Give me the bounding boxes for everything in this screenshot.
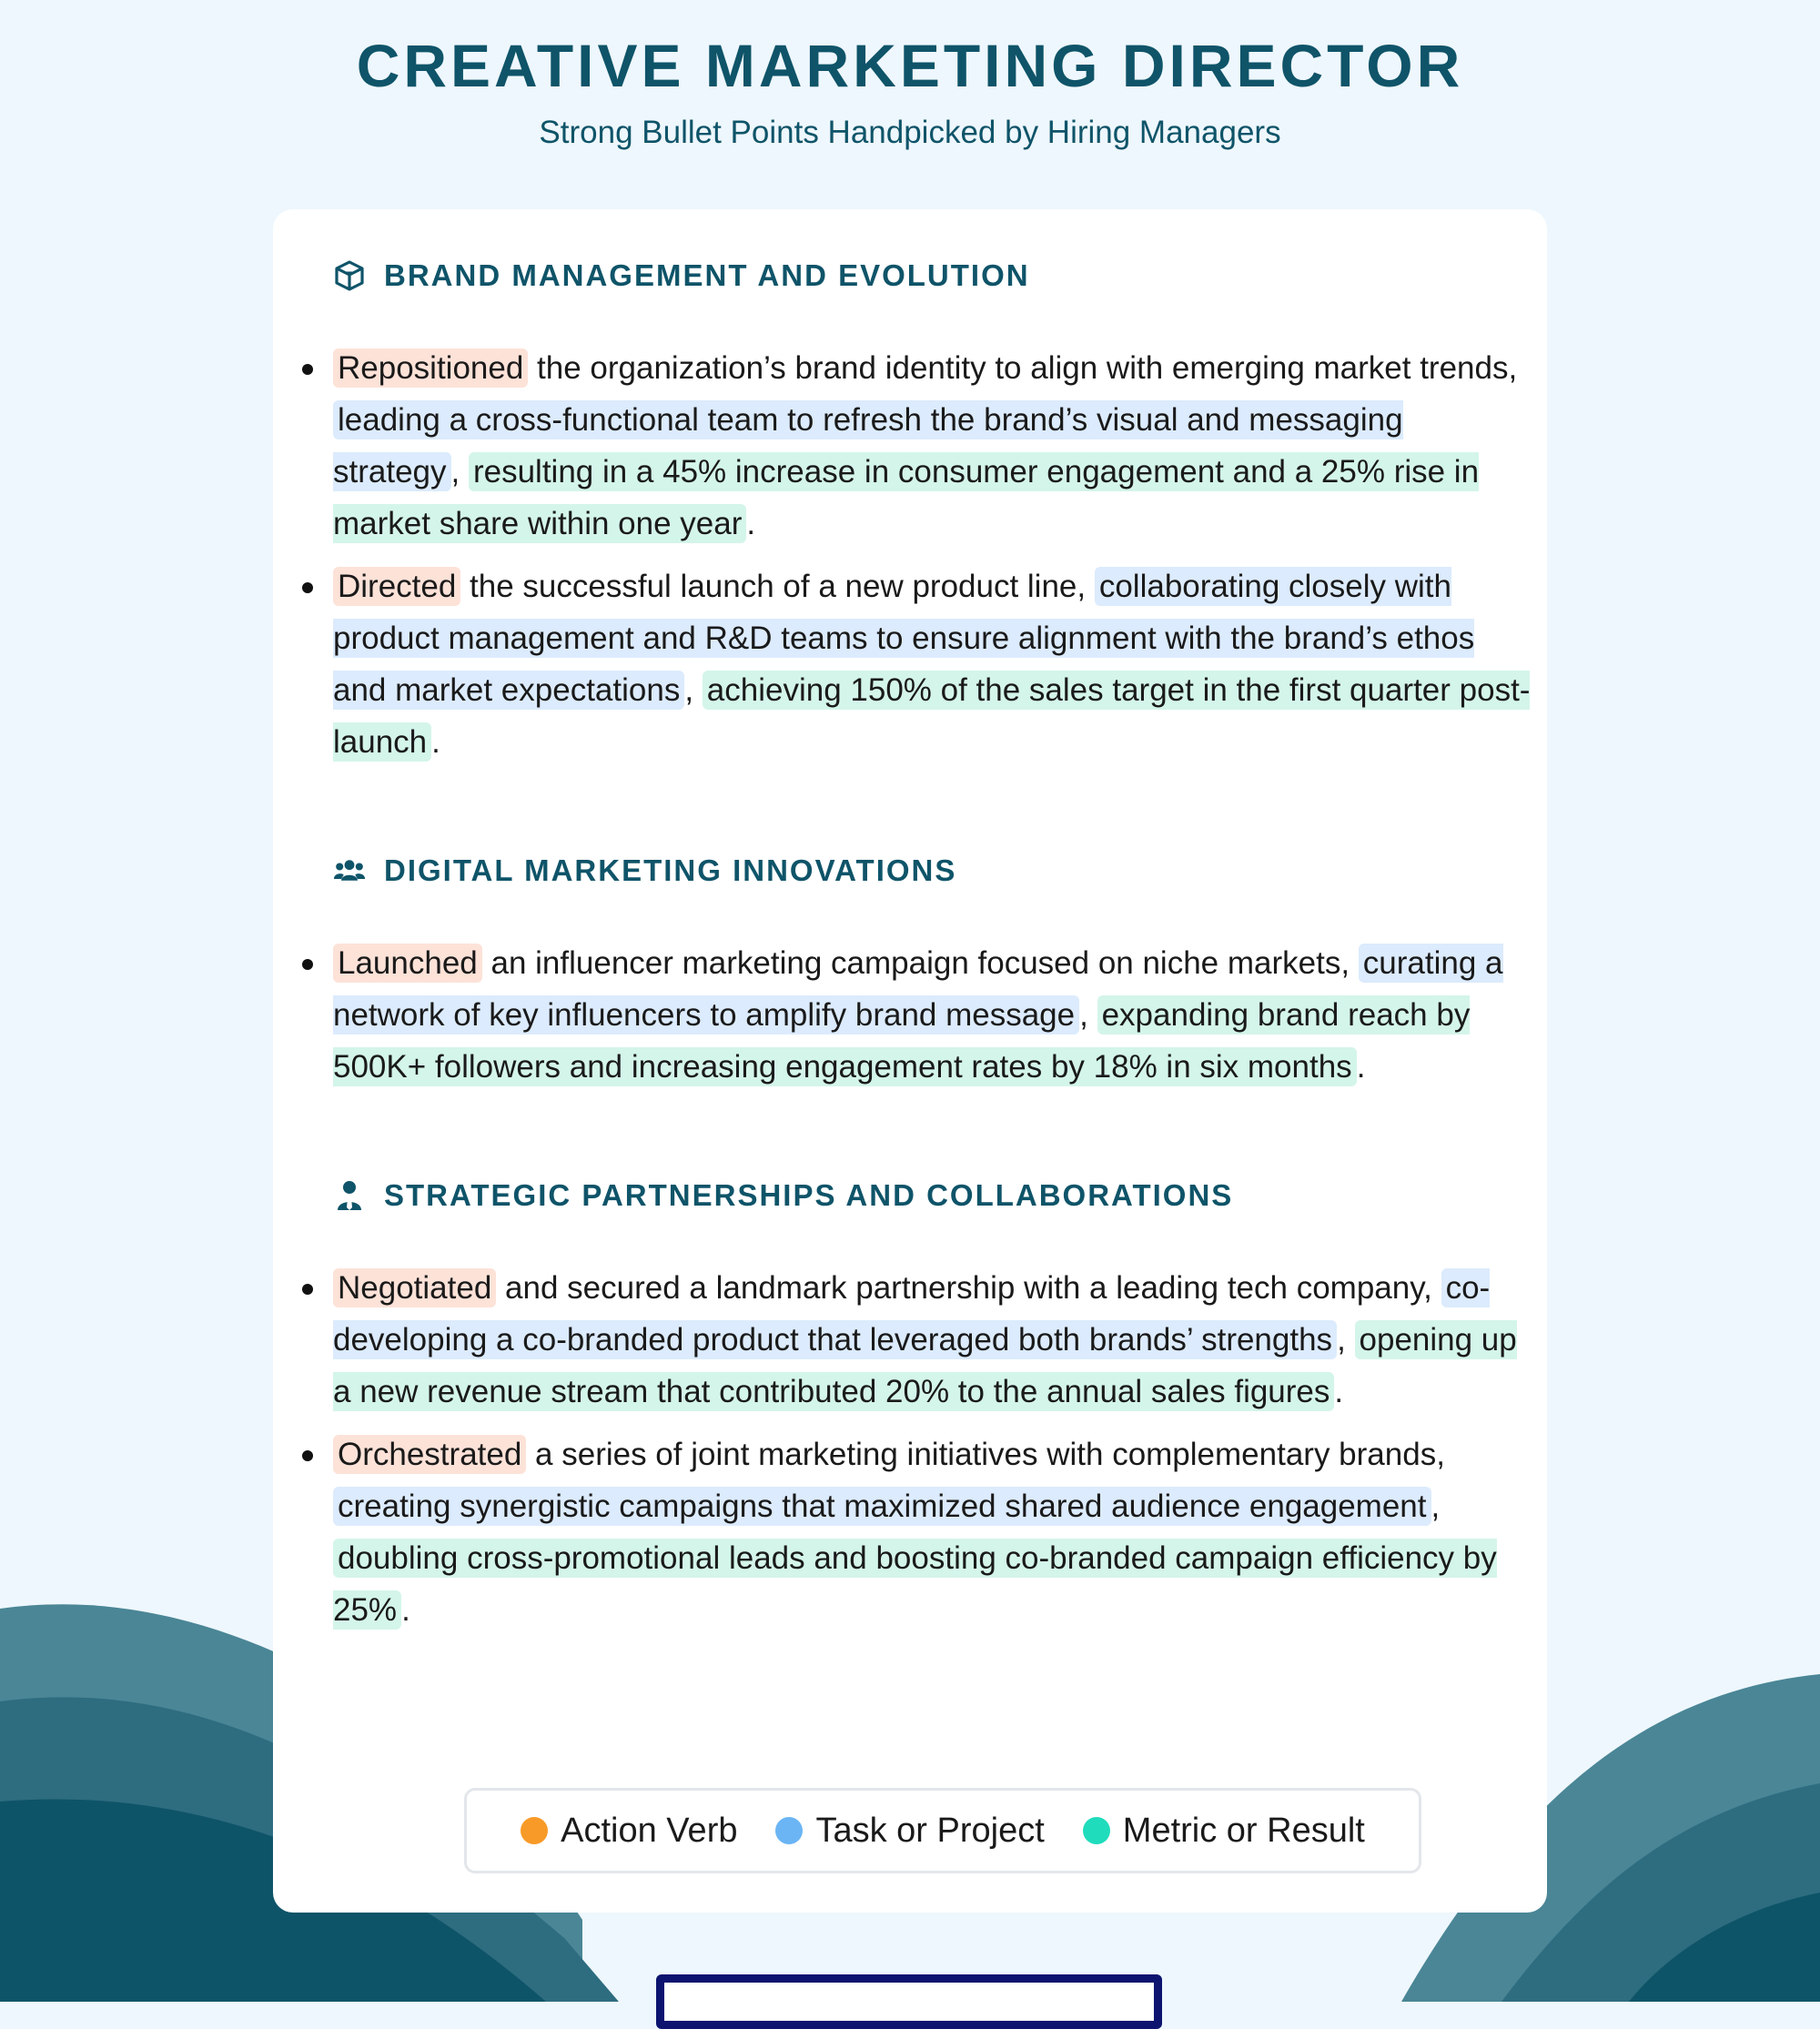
bullet-dot-icon xyxy=(302,364,313,375)
bullet-item xyxy=(333,560,1534,768)
section-header xyxy=(333,246,1529,306)
section-title: STRATEGIC PARTNERSHIPS AND COLLABORATIONS xyxy=(384,1178,1234,1212)
page-title: CREATIVE MARKETING DIRECTOR xyxy=(356,32,1464,99)
user-tie-icon xyxy=(333,1179,366,1212)
legend-label: Metric or Result xyxy=(1122,1811,1365,1850)
legend-item-action xyxy=(521,1812,737,1851)
bullet-segment-plain: , xyxy=(450,454,469,490)
legend-dot-icon xyxy=(775,1817,803,1844)
bullet-dot-icon xyxy=(302,582,313,593)
bullet-segment-result: resulting in a 45% increase in consumer engagement and a 25% rise in market share within one year xyxy=(333,454,1480,541)
legend-dot-icon xyxy=(1083,1817,1110,1844)
bullet-segment-plain: . xyxy=(401,1592,410,1628)
legend xyxy=(464,1788,1421,1873)
section-header xyxy=(333,1166,1529,1226)
bullet-list xyxy=(333,937,1529,1093)
bullet-segment-plain: the successful launch of a new product line, xyxy=(460,569,1095,604)
section-1 xyxy=(333,841,1529,1093)
bullet-segment-plain: . xyxy=(431,724,440,760)
bullet-segment-plain: . xyxy=(1334,1374,1344,1409)
bullet-segment-plain: . xyxy=(1356,1049,1366,1085)
bullet-segment-task: leading a cross-functional team to refresh the brand’s visual and messaging strategy xyxy=(333,402,1403,490)
bullet-segment-task: creating synergistic campaigns that maximized shared audience engagement xyxy=(333,1487,1431,1526)
bullet-segment-plain: . xyxy=(746,506,756,541)
page-header xyxy=(0,27,1820,153)
bullet-segment-task: co-developing a co-branded product that leveraged both brands’ strengths xyxy=(333,1270,1491,1358)
bullet-segment-plain: , xyxy=(684,672,703,708)
cube-icon xyxy=(333,259,366,292)
bullet-segment-result: expanding brand reach by 500K+ followers and increasing engagement rates by 18% in six months xyxy=(333,997,1471,1085)
bullet-segment-result: achieving 150% of the sales target in the first quarter post-launch xyxy=(333,672,1531,760)
section-0 xyxy=(333,246,1529,768)
bullet-segment-action: Repositioned xyxy=(333,348,528,388)
section-title: DIGITAL MARKETING INNOVATIONS xyxy=(384,853,957,887)
bullet-segment-action: Launched xyxy=(333,944,482,983)
bullet-segment-plain: , xyxy=(1431,1489,1441,1524)
bullet-dot-icon xyxy=(302,1450,313,1461)
bullet-segment-action: Orchestrated xyxy=(333,1435,526,1474)
sections-container xyxy=(333,246,1529,1636)
bullet-segment-task: curating a network of key influencers to amplify brand message xyxy=(333,945,1503,1033)
bullet-item xyxy=(333,937,1534,1093)
bullet-segment-plain: , xyxy=(1337,1322,1355,1358)
bullet-dot-icon xyxy=(302,1284,313,1295)
cta-button[interactable] xyxy=(656,1974,1162,2029)
bullet-segment-plain: a series of joint marketing initiatives with complementary brands, xyxy=(526,1437,1445,1472)
legend-label: Task or Project xyxy=(815,1811,1045,1850)
bullet-segment-action: Directed xyxy=(333,567,460,606)
bullet-segment-action: Negotiated xyxy=(333,1268,496,1307)
bullet-segment-plain: the organization’s brand identity to align with emerging market trends, xyxy=(528,350,1518,386)
bullet-item xyxy=(333,342,1534,550)
bullet-list xyxy=(333,1262,1529,1636)
section-2 xyxy=(333,1166,1529,1636)
bullet-points-card xyxy=(273,209,1547,1913)
legend-item-result xyxy=(1083,1812,1365,1851)
users-icon xyxy=(333,854,366,887)
section-title: BRAND MANAGEMENT AND EVOLUTION xyxy=(384,258,1030,292)
bullet-segment-plain: and secured a landmark partnership with a leading tech company, xyxy=(496,1270,1441,1306)
bullet-segment-task: collaborating closely with product management and R&D teams to ensure alignment with the brand’s ethos and market expectations xyxy=(333,569,1475,708)
bullet-item xyxy=(333,1428,1534,1636)
legend-item-task xyxy=(775,1812,1044,1851)
bullet-item xyxy=(333,1262,1534,1418)
legend-dot-icon xyxy=(521,1817,548,1844)
bullet-segment-plain: , xyxy=(1079,997,1097,1033)
legend-label: Action Verb xyxy=(561,1811,738,1850)
section-header xyxy=(333,841,1529,901)
bullet-dot-icon xyxy=(302,959,313,970)
bullet-segment-result: doubling cross-promotional leads and boosting co-branded campaign efficiency by 25% xyxy=(333,1540,1497,1628)
bullet-segment-result: opening up a new revenue stream that contributed 20% to the annual sales figures xyxy=(333,1322,1517,1409)
page-subtitle: Strong Bullet Points Handpicked by Hiring Managers xyxy=(539,115,1281,150)
bullet-list xyxy=(333,342,1529,768)
bullet-segment-plain: an influencer marketing campaign focused on niche markets, xyxy=(481,945,1359,981)
